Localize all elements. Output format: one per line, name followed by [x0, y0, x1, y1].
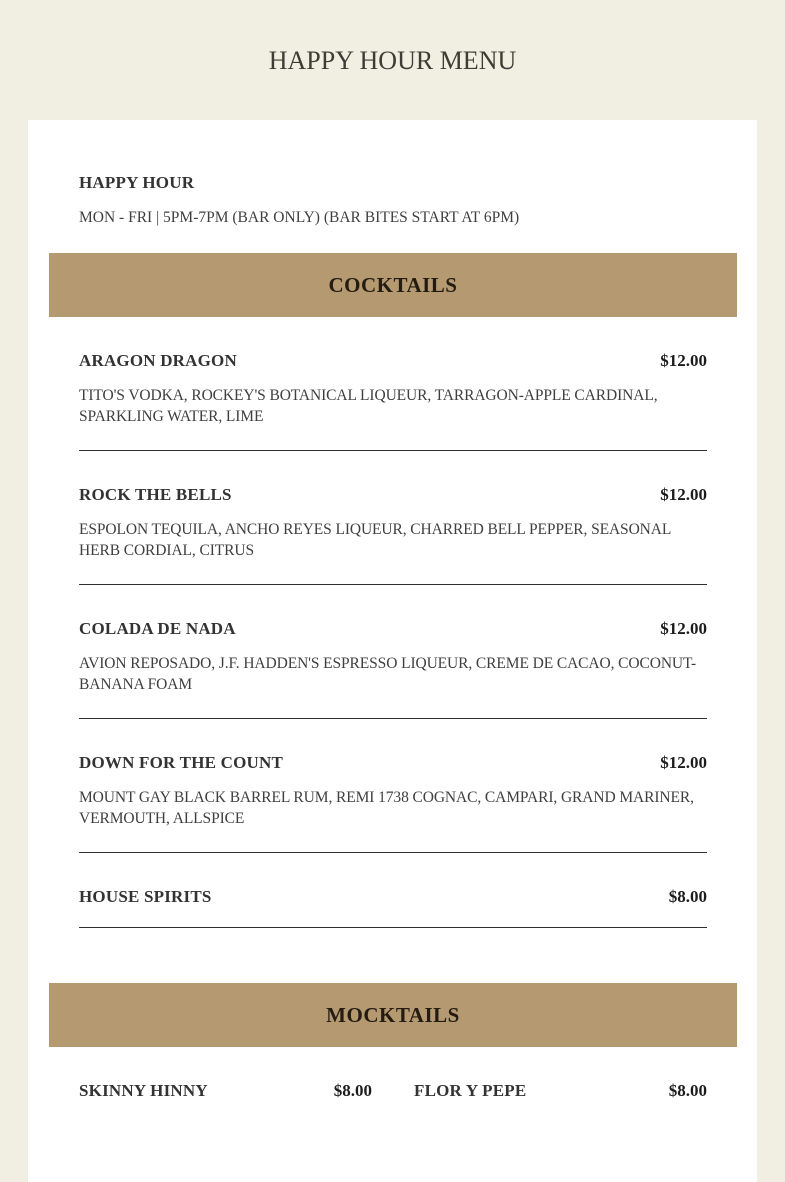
item-divider: [79, 927, 707, 928]
item-price: $8.00: [668, 1081, 707, 1100]
menu-item: [79, 1047, 372, 1102]
item-divider: [79, 718, 707, 719]
section-title: MOCKTAILS: [326, 1002, 460, 1027]
item-divider: [79, 584, 707, 585]
item-divider: [79, 852, 707, 853]
menu-item: [79, 886, 707, 928]
section-items: [79, 350, 707, 928]
item-header: [79, 484, 707, 506]
menu-item: [79, 484, 707, 585]
item-header: [79, 618, 707, 640]
item-description: MOUNT GAY BLACK BARREL RUM, REMI 1738 COGNAC, CAMPARI, GRAND MARINER, VERMOUTH, ALLSPICE: [79, 789, 694, 827]
item-description: AVION REPOSADO, J.F. HADDEN'S ESPRESSO LIQUEUR, CREME DE CACAO, COCONUT-BANANA FOAM: [79, 655, 697, 693]
item-price: $12.00: [660, 485, 707, 504]
menu-item: [414, 1047, 707, 1102]
menu-section-mocktails: [79, 983, 707, 1102]
section-title: COCKTAILS: [328, 272, 458, 297]
item-price: $12.00: [660, 753, 707, 772]
item-name: DOWN FOR THE COUNT: [79, 753, 283, 772]
menu-item: [79, 752, 707, 853]
item-name: COLADA DE NADA: [79, 619, 236, 638]
item-price: $8.00: [333, 1081, 372, 1100]
item-header: [79, 752, 707, 774]
item-name: FLOR Y PEPE: [414, 1081, 527, 1100]
item-header: [414, 1080, 707, 1102]
item-header: [79, 350, 707, 372]
section-items: [79, 1047, 707, 1102]
item-price: $12.00: [660, 619, 707, 638]
menu-item: [79, 618, 707, 719]
menu-section-cocktails: [79, 253, 707, 928]
item-price: $8.00: [668, 887, 707, 906]
item-name: SKINNY HINNY: [79, 1081, 208, 1100]
item-header: [79, 886, 707, 908]
item-description: ESPOLON TEQUILA, ANCHO REYES LIQUEUR, CHARRED BELL PEPPER, SEASONAL HERB CORDIAL, CITRUS: [79, 521, 671, 559]
menu-item: [79, 350, 707, 451]
item-name: ROCK THE BELLS: [79, 485, 232, 504]
section-banner: [49, 983, 737, 1047]
item-description: TITO'S VODKA, ROCKEY'S BOTANICAL LIQUEUR, TARRAGON-APPLE CARDINAL, SPARKLING WATER, LIME: [79, 387, 658, 425]
item-name: HOUSE SPIRITS: [79, 887, 212, 906]
happy-hour-schedule: MON - FRI | 5PM-7PM (BAR ONLY) (BAR BITES START AT 6PM): [79, 209, 520, 226]
happy-hour-heading: HAPPY HOUR: [79, 173, 195, 192]
menu-sections: [79, 253, 707, 1102]
item-name: ARAGON DRAGON: [79, 351, 237, 370]
item-divider: [79, 450, 707, 451]
item-price: $12.00: [660, 351, 707, 370]
item-header: [79, 1080, 372, 1102]
section-banner: [49, 253, 737, 317]
menu-card: [28, 120, 757, 1182]
page-title: HAPPY HOUR MENU: [268, 46, 517, 75]
